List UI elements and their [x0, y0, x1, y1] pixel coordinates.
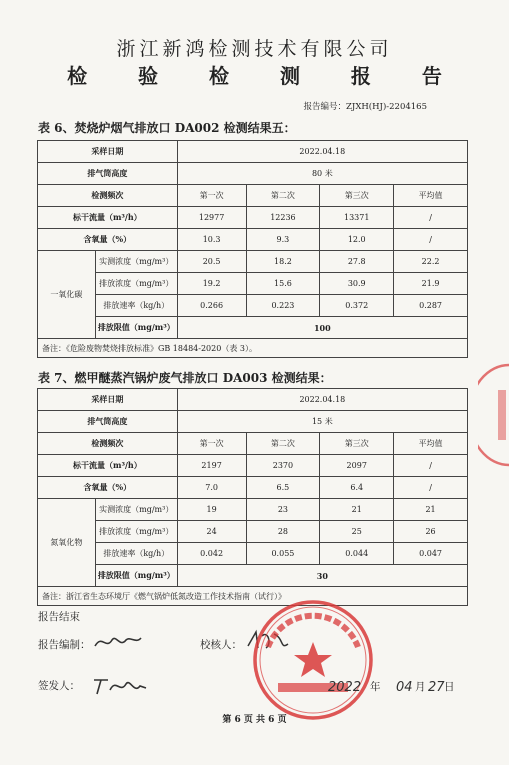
partial-seal-stamp	[478, 360, 509, 470]
date-day: 27	[428, 680, 445, 695]
official-seal-stamp	[248, 595, 378, 725]
prepared-signature	[92, 628, 144, 654]
table-row: 排放限值（mg/m³） 100	[38, 317, 468, 339]
table-row: 检测频次 第一次 第二次 第三次 平均值	[38, 185, 468, 207]
table7	[37, 388, 468, 606]
table6	[37, 140, 468, 358]
table-note-row: 备注：浙江省生态环境厅《燃气锅炉低氮改造工作技术指南（试行）》	[38, 587, 468, 606]
table-row: 含氧量（%） 7.0 6.5 6.4 /	[38, 477, 468, 499]
date-month-unit: 月	[415, 681, 426, 693]
table-row: 采样日期 2022.04.18	[38, 141, 468, 163]
page-number: 第 6 页 共 6 页	[222, 715, 287, 725]
report-number: 报告编号：ZJXH(HJ)-2204165	[303, 102, 427, 112]
prepared-by-label: 报告编制：	[38, 639, 91, 651]
table-row: 排气筒高度 80 米	[38, 163, 468, 185]
table-row: 排放限值（mg/m³） 30	[38, 565, 468, 587]
reviewed-by-label: 校核人：	[200, 639, 242, 651]
table-row: 氮氧化物 实测浓度（mg/m³） 19 23 21 21	[38, 499, 468, 521]
date-day-unit: 日	[444, 681, 455, 693]
report-end: 报告结束	[38, 611, 80, 623]
table-row: 一氧化碳 实测浓度（mg/m³） 20.5 18.2 27.8 22.2	[38, 251, 468, 273]
table-row: 排放浓度（mg/m³） 24 28 25 26	[38, 521, 468, 543]
table-row: 含氧量（%） 10.3 9.3 12.0 /	[38, 229, 468, 251]
approved-by-label: 签发人：	[38, 680, 80, 692]
company-name: 浙江新鸿检测技术有限公司	[116, 38, 393, 60]
table-row: 排放浓度（mg/m³） 19.2 15.6 30.9 21.9	[38, 273, 468, 295]
table-row: 排放速率（kg/h） 0.266 0.223 0.372 0.287	[38, 295, 468, 317]
table-row: 标干流量（m³/h） 12977 12236 13371 /	[38, 207, 468, 229]
table-row: 排气筒高度 15 米	[38, 411, 468, 433]
table-row: 标干流量（m³/h） 2197 2370 2097 /	[38, 455, 468, 477]
date-month: 04	[396, 680, 413, 695]
table-row: 采样日期 2022.04.18	[38, 389, 468, 411]
table-row: 检测频次 第一次 第二次 第三次 平均值	[38, 433, 468, 455]
table-note-row: 备注：《危险废物焚烧排放标准》GB 18484-2020（表 3）。	[38, 339, 468, 358]
date-year: 2022	[328, 680, 362, 695]
report-title: 检 验 检 测 报 告	[67, 64, 464, 88]
approved-signature	[90, 672, 150, 698]
table-row: 排放速率（kg/h） 0.042 0.055 0.044 0.047	[38, 543, 468, 565]
table6-title: 表 6、焚烧炉烟气排放口 DA002 检测结果五：	[38, 121, 296, 135]
table7-title: 表 7、燃甲醚蒸汽锅炉废气排放口 DA003 检测结果：	[38, 371, 332, 385]
date-year-unit: 年	[370, 681, 381, 693]
